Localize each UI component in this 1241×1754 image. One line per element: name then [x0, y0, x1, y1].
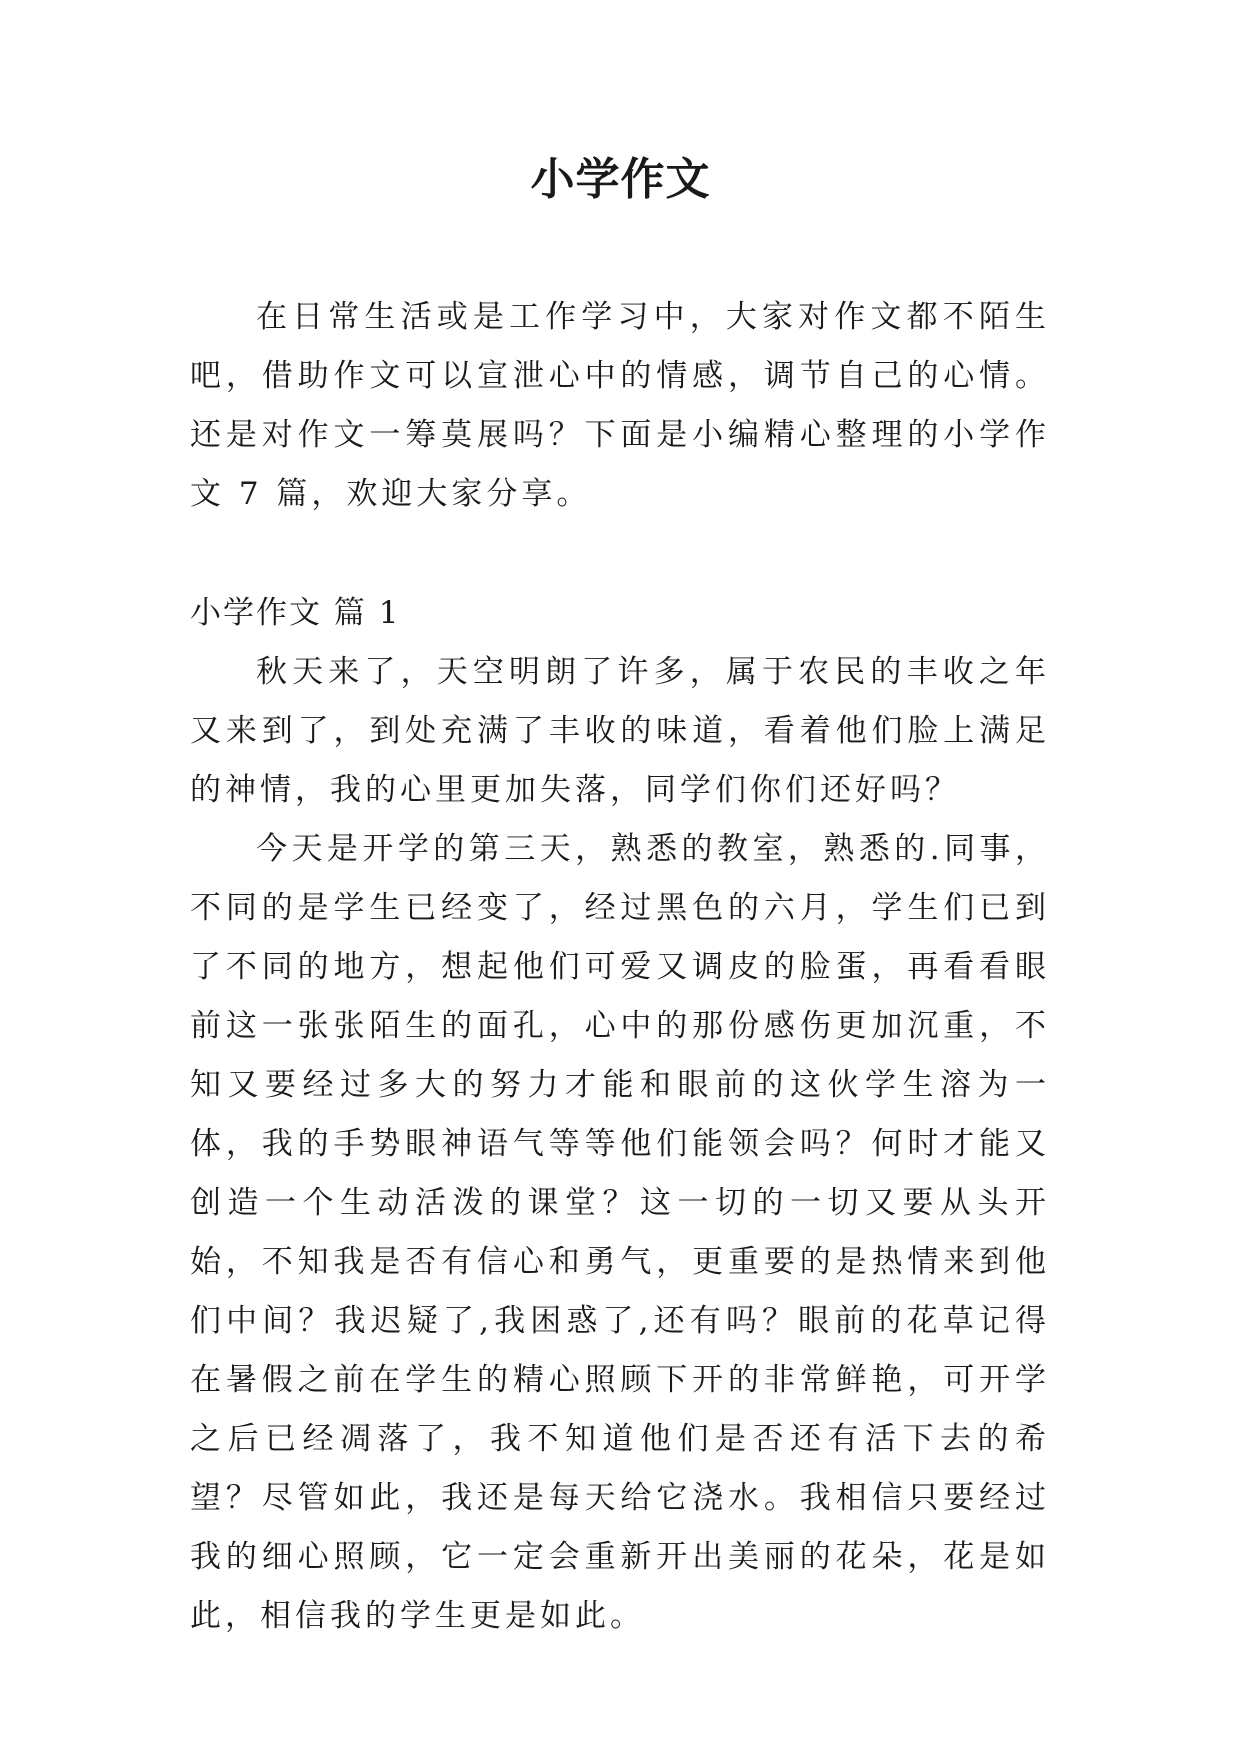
body-paragraph: 今天是开学的第三天，熟悉的教室，熟悉的.同事，不同的是学生已经变了，经过黑色的六月，学生们已到了不同的地方，想起他们可爱又调皮的脸蛋，再看看眼前这一张张陌生的面孔，心中的那份感伤更加沉重，不知又要经过多大的努力才能和眼前的这伙学生溶为一体，我的手势眼神语气等等他们能领会吗？何时才能又创造一个生动活泼的课堂？这一切的一切又要从头开始，不知我是否有信心和勇气，更重要的是热情来到他们中间？我迟疑了,我困惑了,还有吗？眼前的花草记得在暑假之前在学生的精心照顾下开的非常鲜艳，可开学之后已经凋落了，我不知道他们是否还有活下去的希望？尽管如此，我还是每天给它浇水。我相信只要经过我的细心照顾，它一定会重新开出美丽的花朵，花是如此，相信我的学生更是如此。: [190, 831, 1050, 1634]
body-paragraph: 秋天来了，天空明朗了许多，属于农民的丰收之年又来到了，到处充满了丰收的味道，看着他们脸上满足的神情，我的心里更加失落，同学们你们还好吗？: [190, 654, 1050, 808]
essay-section: [190, 584, 1050, 1646]
section-heading: 小学作文 篇 1: [190, 595, 401, 631]
document-body: [190, 288, 1050, 1646]
document-title: 小学作文: [530, 154, 711, 205]
intro-paragraph: 在日常生活或是工作学习中，大家对作文都不陌生吧，借助作文可以宣泄心中的情感，调节自己的心情。还是对作文一筹莫展吗？下面是小编精心整理的小学作文 7 篇，欢迎大家分享。: [190, 299, 1050, 512]
